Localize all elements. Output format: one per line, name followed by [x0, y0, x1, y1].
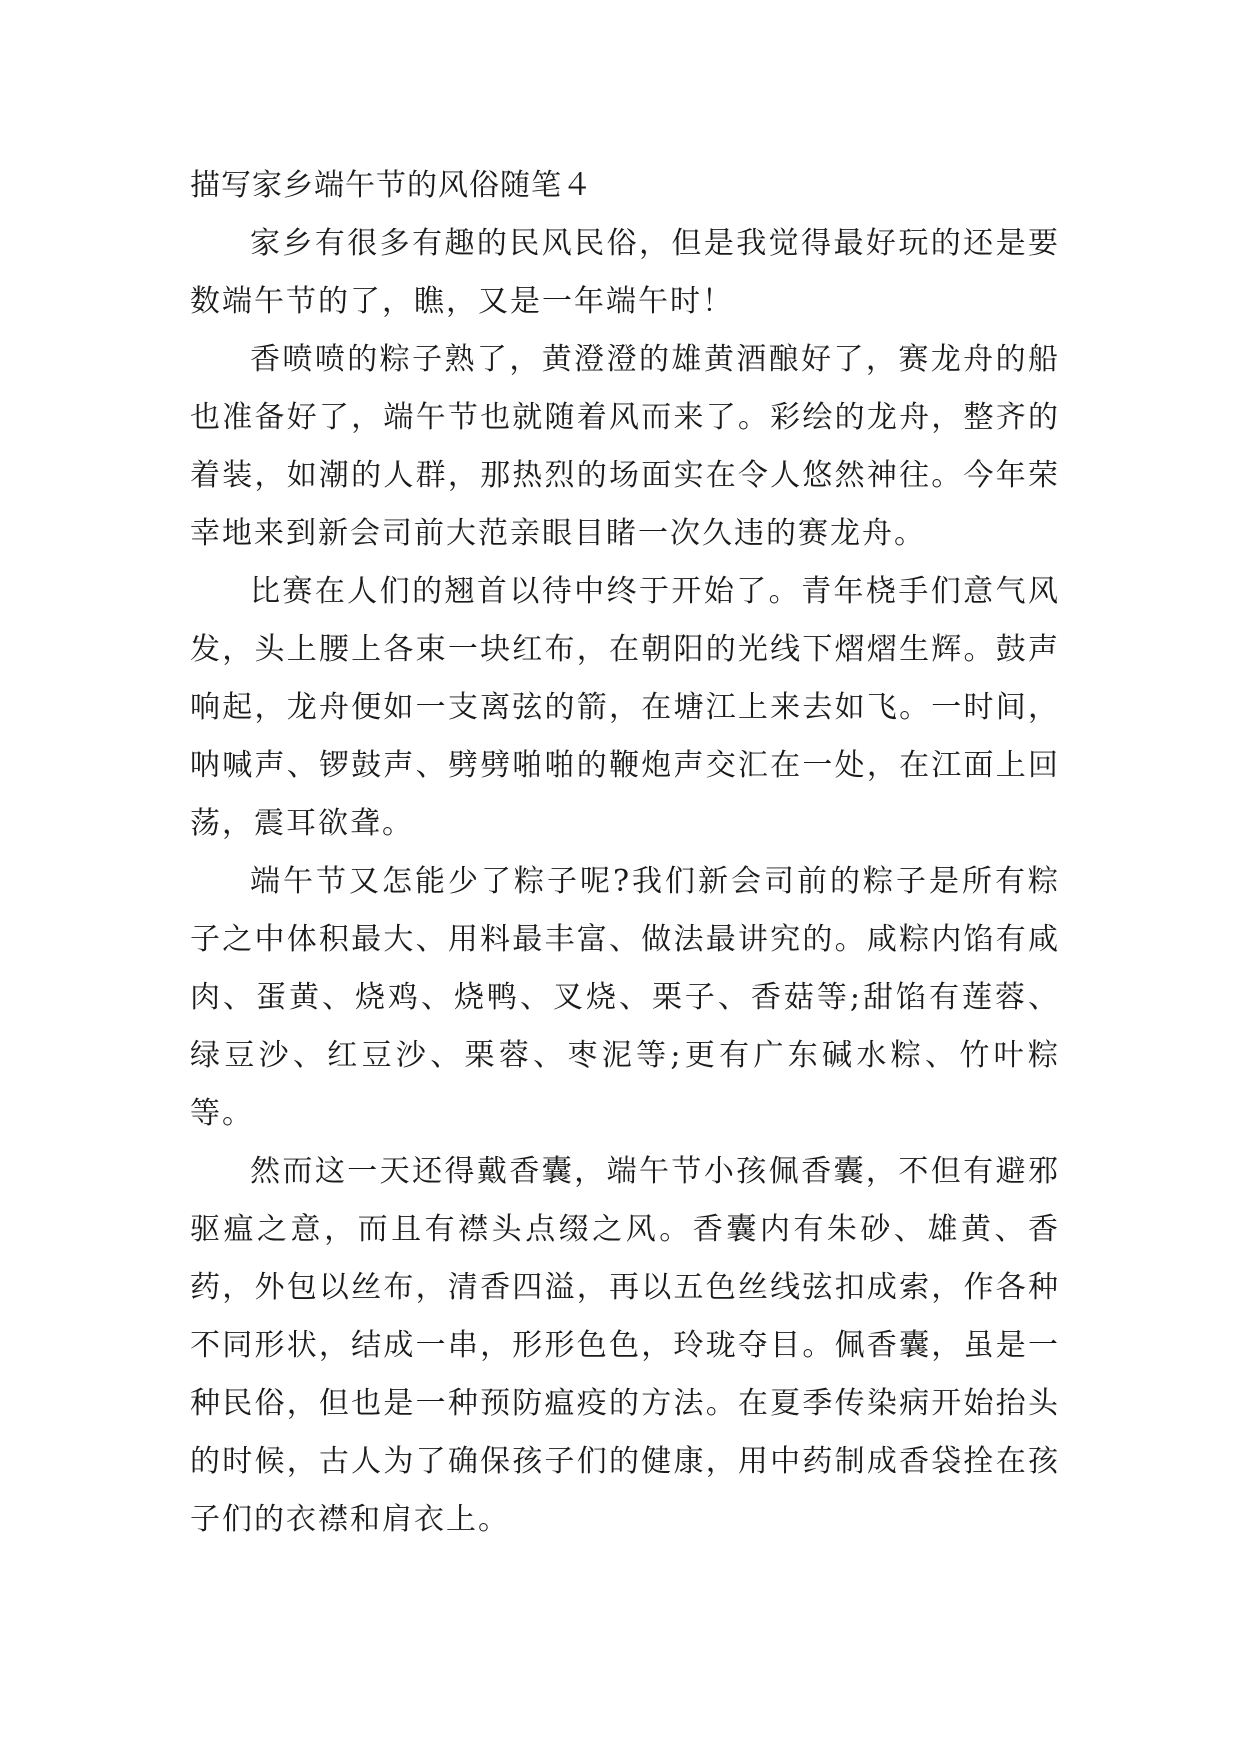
- paragraph-festival-arrival: 香喷喷的粽子熟了，黄澄澄的雄黄酒酿好了，赛龙舟的船也准备好了，端午节也就随着风而来了。彩绘的龙舟，整齐的着装，如潮的人群，那热烈的场面实在令人悠然神往。今年荣幸地来到新会司前大范亲眼目睹一次久违的赛龙舟。: [190, 342, 1060, 551]
- paragraph-intro: 家乡有很多有趣的民风民俗，但是我觉得最好玩的还是要数端午节的了，瞧，又是一年端午时！: [190, 226, 1060, 319]
- paragraph-sachet: 然而这一天还得戴香囊，端午节小孩佩香囊，不但有避邪驱瘟之意，而且有襟头点缀之风。香囊内有朱砂、雄黄、香药，外包以丝布，清香四溢，再以五色丝线弦扣成索，作各种不同形状，结成一串，形形色色，玲珑夺目。佩香囊，虽是一种民俗，但也是一种预防瘟疫的方法。在夏季传染病开始抬头的时候，古人为了确保孩子们的健康，用中药制成香袋拴在孩子们的衣襟和肩衣上。: [190, 1154, 1060, 1537]
- document-body: [190, 157, 1060, 1549]
- document-title: 描写家乡端午节的风俗随笔４: [190, 168, 593, 203]
- paragraph-zongzi: 端午节又怎能少了粽子呢?我们新会司前的粽子是所有粽子之中体积最大、用料最丰富、做法最讲究的。咸粽内馅有咸肉、蛋黄、烧鸡、烧鸭、叉烧、栗子、香菇等;甜馅有莲蓉、绿豆沙、红豆沙、栗蓉、枣泥等;更有广东碱水粽、竹叶粽等。: [190, 864, 1060, 1131]
- paragraph-dragon-boat-race: 比赛在人们的翘首以待中终于开始了。青年桡手们意气风发，头上腰上各束一块红布，在朝阳的光线下熠熠生辉。鼓声响起，龙舟便如一支离弦的箭，在塘江上来去如飞。一时间，呐喊声、锣鼓声、劈劈啪啪的鞭炮声交汇在一处，在江面上回荡，震耳欲聋。: [190, 574, 1060, 841]
